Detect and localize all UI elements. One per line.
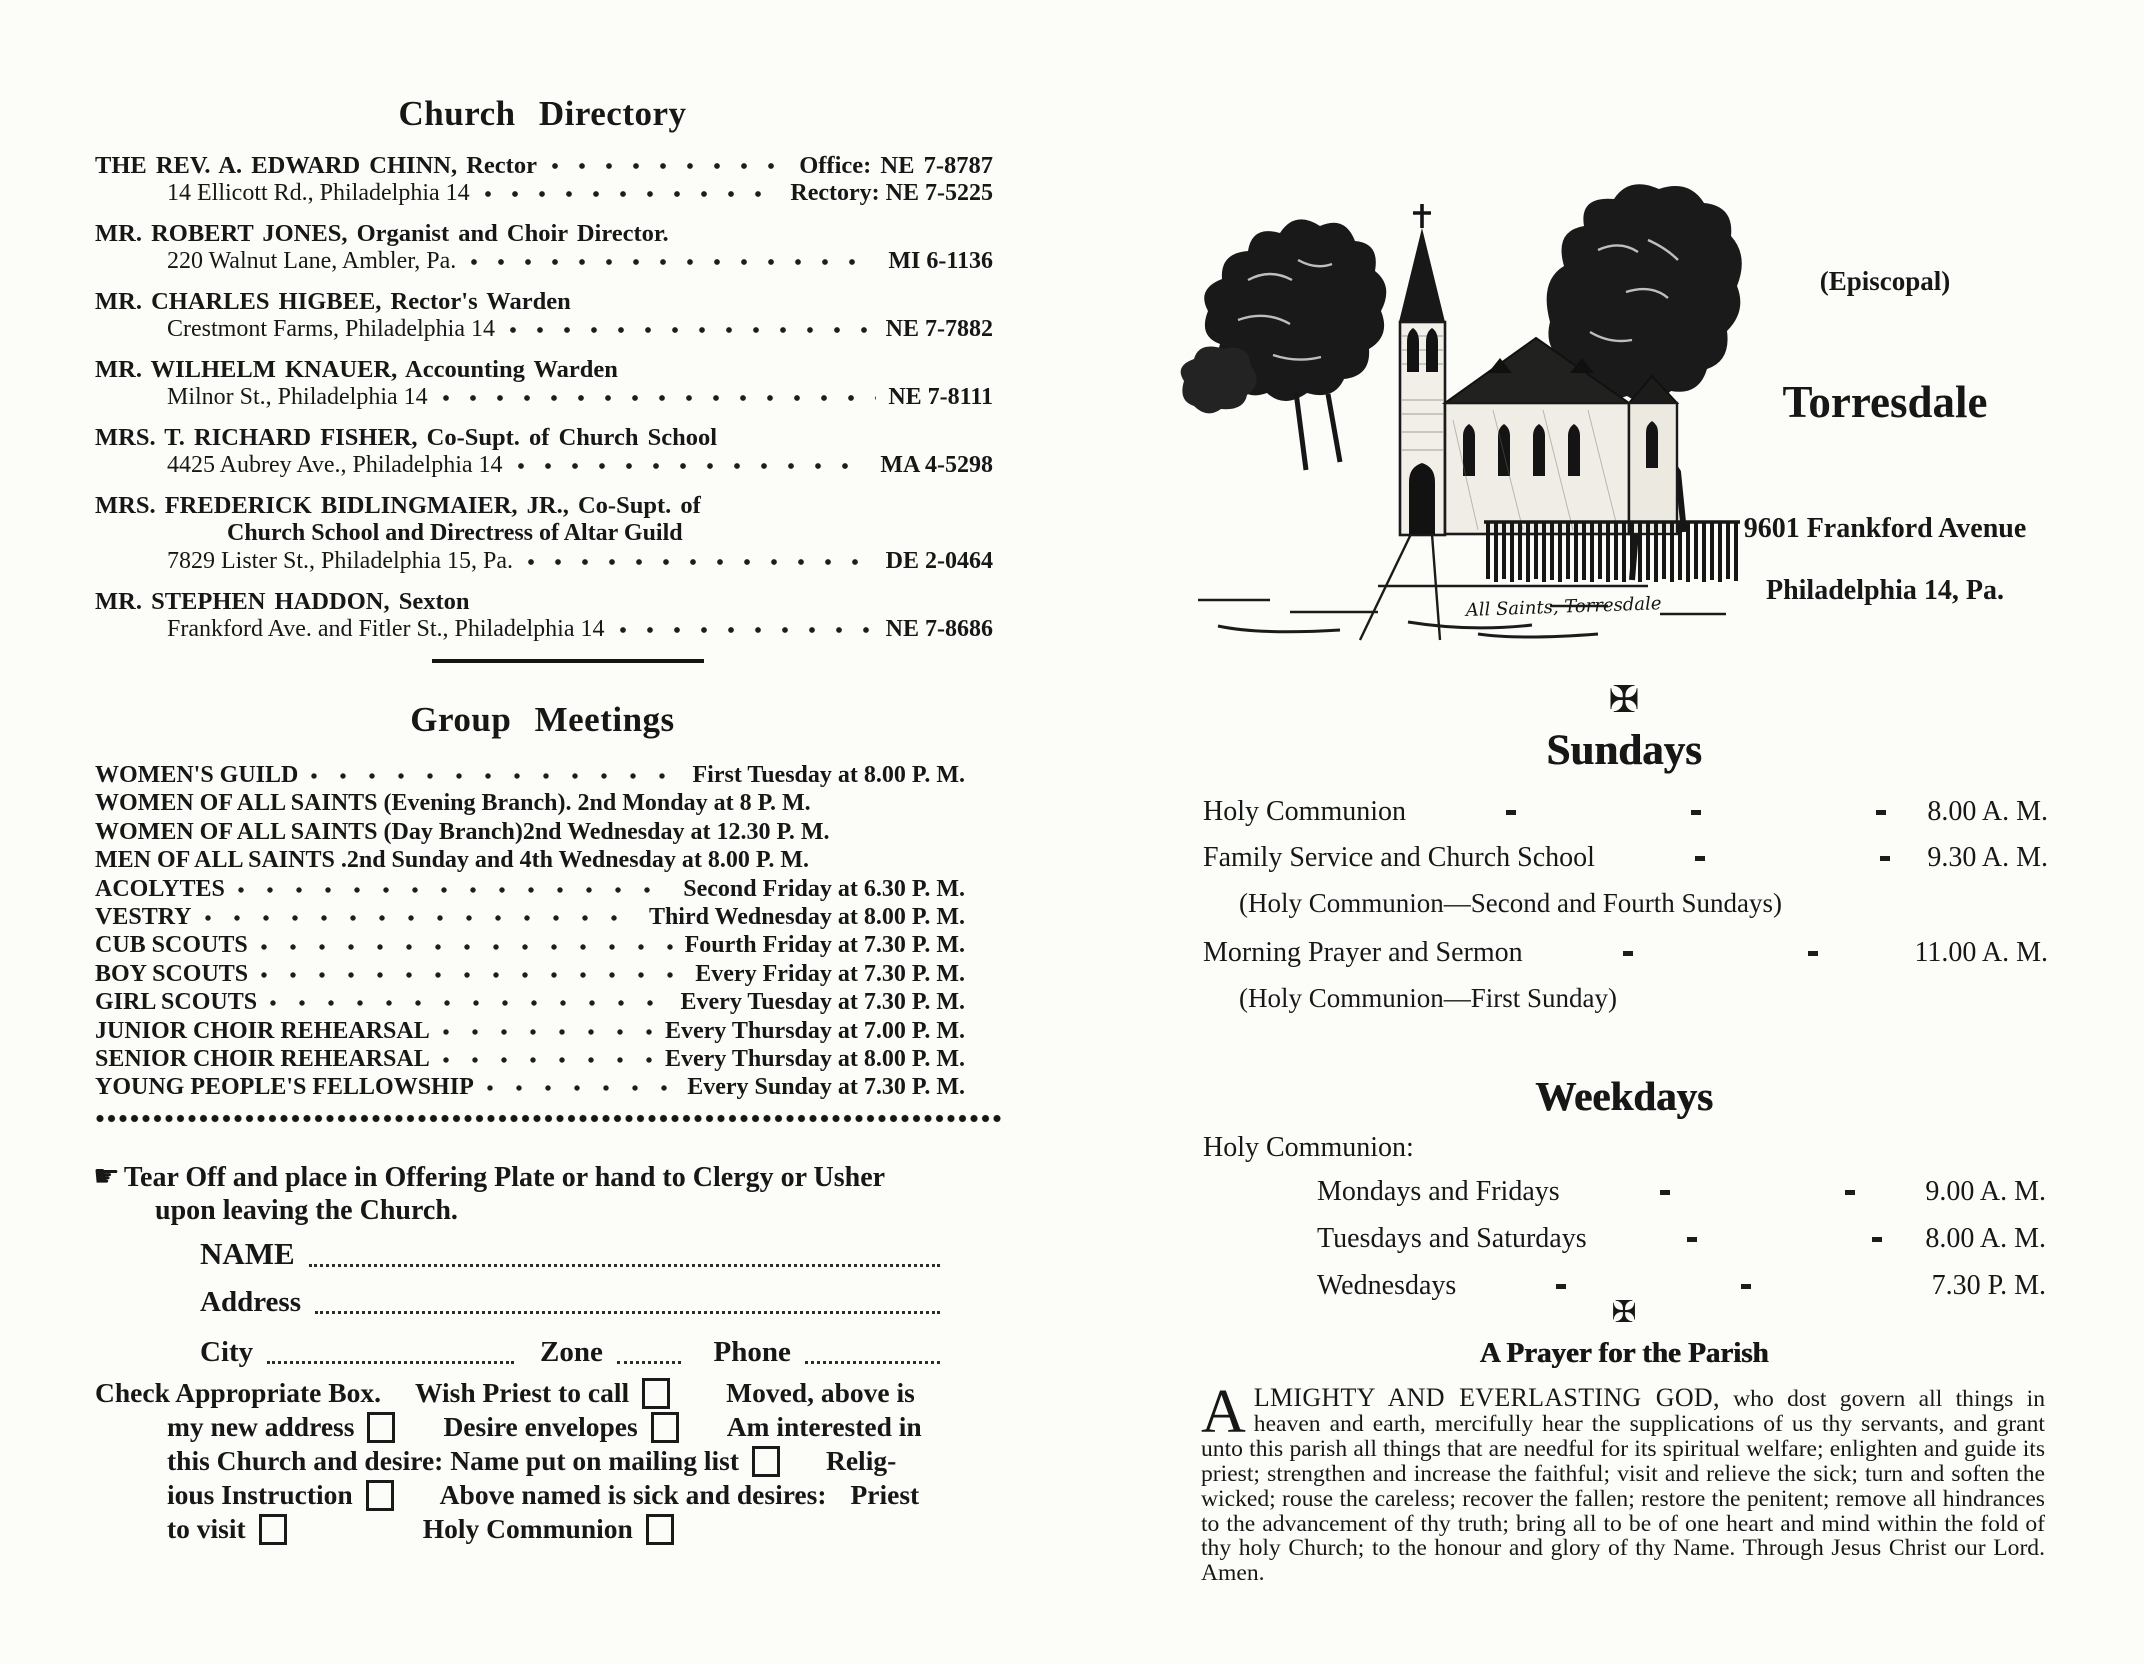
church-door: [1409, 463, 1435, 534]
zone-input-line[interactable]: [617, 1361, 682, 1364]
check-option-label: Above named is sick and desires:: [439, 1479, 827, 1510]
address-input-line[interactable]: [315, 1311, 940, 1314]
spacer: [670, 1393, 726, 1394]
dot-leader: [204, 913, 637, 923]
directory-line: [95, 180, 993, 208]
service-entry: [1203, 937, 2048, 1014]
zone-label: Zone: [540, 1336, 603, 1368]
dot-leader: [260, 970, 683, 980]
city-input-line[interactable]: [267, 1361, 514, 1364]
spacer: [679, 1427, 727, 1428]
directory-phone: Office: NE 7-8787: [799, 152, 993, 179]
prayer-opening: LMIGHTY AND EVERLASTING GOD,: [1253, 1383, 1720, 1412]
check-option-line: [95, 1444, 1015, 1478]
dot-leader: [486, 1083, 675, 1093]
directory-phone: Rectory: NE 7-5225: [790, 180, 993, 206]
checkbox[interactable]: [259, 1514, 287, 1545]
directory-person: Milnor St., Philadelphia 14: [167, 384, 428, 410]
meeting-row: [95, 819, 965, 847]
steeple-cross: [1413, 204, 1431, 228]
directory-phone: NE 7-7882: [885, 316, 993, 342]
directory-line: [95, 384, 993, 412]
prayer-heading: A Prayer for the Parish: [1479, 1337, 1769, 1369]
directory-line: [95, 248, 993, 276]
service-name: Morning Prayer and Sermon: [1203, 937, 1523, 968]
directory-line: [95, 452, 993, 480]
service-entry: [1317, 1223, 2046, 1255]
meeting-time: 2nd Sunday and 4th Wednesday at 8.00 P. M.: [346, 847, 809, 874]
phone-label: Phone: [713, 1336, 791, 1368]
dot-leader: [260, 942, 673, 952]
meeting-row: [95, 1018, 965, 1046]
check-option-label: ious Instruction: [167, 1479, 353, 1510]
directory-phone: NE 7-8111: [888, 384, 993, 410]
weekday-subtitle: Holy Communion:: [1203, 1132, 1414, 1163]
meeting-group: WOMEN OF ALL SAINTS (Day Branch): [95, 818, 523, 845]
parish-prayer-text: [1201, 1378, 2045, 1587]
dot-leader: [310, 771, 680, 781]
directory-person: Church School and Directress of Altar Guild: [227, 520, 683, 546]
directory-line: [95, 588, 993, 616]
dot-leader: [525, 557, 874, 567]
meeting-group: VESTRY: [95, 903, 192, 930]
meeting-time: . 2nd Monday at 8 P. M.: [565, 790, 811, 817]
service-time: 9.00 A. M.: [1925, 1176, 2046, 1207]
directory-line: [95, 492, 993, 520]
directory-line: [95, 616, 993, 644]
city-label: City: [200, 1336, 254, 1368]
service-name: Wednesdays: [1317, 1270, 1457, 1301]
check-option-label: Wish Priest to call: [414, 1377, 630, 1408]
directory-line: [95, 220, 993, 248]
phone-input-line[interactable]: [805, 1361, 940, 1364]
maltese-cross-icon: ✠: [1611, 1295, 1637, 1330]
tear-off-instructions: [93, 1160, 1003, 1227]
directory-person: MRS. FREDERICK BIDLINGMAIER, JR., Co-Supt. of: [95, 492, 701, 519]
checkbox[interactable]: [646, 1514, 674, 1545]
spacer: [381, 1393, 415, 1394]
meeting-time: Every Tuesday at 7.30 P. M.: [680, 989, 965, 1016]
dot-leader: [440, 393, 877, 403]
directory-line: [95, 424, 993, 452]
directory-line: [95, 548, 993, 576]
meeting-time: Second Friday at 6.30 P. M.: [683, 875, 965, 902]
check-option-label: Relig-: [825, 1445, 897, 1476]
address-label: Address: [200, 1286, 301, 1318]
meeting-group: YOUNG PEOPLE'S FELLOWSHIP: [95, 1074, 474, 1101]
service-entry: [1203, 842, 2048, 919]
check-option-label: my new address: [167, 1411, 355, 1442]
denomination: (Episcopal): [1819, 266, 1951, 296]
meeting-group: WOMEN OF ALL SAINTS (Evening Branch): [95, 790, 566, 817]
tear-off-line2: upon leaving the Church.: [155, 1195, 458, 1226]
service-time: 8.00 A. M.: [1927, 796, 2048, 827]
service-name: Family Service and Church School: [1203, 842, 1595, 873]
check-option-label: Holy Communion: [422, 1513, 633, 1544]
bush-far-left: [1181, 347, 1257, 414]
meeting-time: Fourth Friday at 7.30 P. M.: [684, 932, 965, 959]
pointing-hand-icon: ☛: [93, 1159, 120, 1194]
church-title: [1165, 72, 2065, 166]
directory-line: [95, 356, 993, 384]
check-option-label: Moved, above is: [726, 1377, 915, 1408]
meeting-time: Third Wednesday at 8.00 P. M.: [648, 903, 965, 930]
check-option-label: to visit: [167, 1513, 246, 1544]
meeting-row: [95, 1046, 965, 1074]
check-box-section: [95, 1376, 1015, 1546]
street-address: 9601 Frankford Avenue: [1743, 513, 2027, 544]
meeting-group: MEN OF ALL SAINTS .: [95, 847, 347, 874]
check-option-label: Priest: [850, 1479, 920, 1510]
check-option-line: [95, 1512, 1015, 1546]
prayer-dropcap: A: [1201, 1378, 1246, 1446]
illustration-caption: All Saints, Torresdale: [1465, 593, 1662, 621]
address-row: [200, 1286, 940, 1319]
checkbox[interactable]: [752, 1446, 780, 1477]
directory-line: [95, 288, 993, 316]
dot-leader: [468, 257, 876, 267]
service-entry: [1317, 1176, 2046, 1208]
sundays-heading: Sundays: [1546, 727, 1702, 774]
directory-person: 220 Walnut Lane, Ambler, Pa.: [167, 248, 457, 274]
spire: [1399, 228, 1445, 322]
directory-person: Frankford Ave. and Fitler St., Philadelphia 14: [167, 616, 605, 642]
meeting-row: [95, 961, 965, 989]
service-name: Mondays and Fridays: [1317, 1176, 1560, 1207]
section-divider: [432, 659, 704, 663]
spacer: [287, 1529, 423, 1530]
meeting-time: Every Sunday at 7.30 P. M.: [687, 1074, 965, 1101]
dash-leader: [1625, 856, 1897, 861]
directory-person: Crestmont Farms, Philadelphia 14: [167, 316, 495, 342]
dash-leader: [1617, 1237, 1896, 1242]
name-label: NAME: [200, 1236, 295, 1271]
check-option-line: [95, 1410, 1015, 1444]
tear-off-lead: Tear Off: [123, 1162, 226, 1193]
directory-person: MR. ROBERT JONES, Organist and Choir Director.: [95, 220, 669, 247]
check-option-line: [95, 1376, 1015, 1410]
directory-person: 7829 Lister St., Philadelphia 15, Pa.: [167, 548, 513, 574]
meeting-group: ACOLYTES: [95, 875, 225, 902]
service-note: (Holy Communion—First Sunday): [1239, 983, 1618, 1013]
meeting-row: [95, 790, 965, 818]
dash-leader: [1436, 810, 1897, 815]
directory-title: Church Directory: [398, 94, 687, 133]
service-entry: [1203, 796, 2048, 828]
service-name: Tuesdays and Saturdays: [1317, 1223, 1587, 1254]
directory-line: [95, 520, 993, 548]
directory-phone: MA 4-5298: [880, 452, 993, 478]
meeting-group: WOMEN'S GUILD: [95, 762, 299, 788]
meeting-time: Every Friday at 7.30 P. M.: [695, 960, 965, 987]
dot-leader: [442, 1055, 653, 1065]
directory-person: MR. CHARLES HIGBEE, Rector's Warden: [95, 288, 571, 315]
meeting-row: [95, 876, 965, 904]
dash-leader: [1486, 1284, 1901, 1289]
meeting-time: Every Thursday at 7.00 P. M.: [664, 1017, 965, 1044]
check-option-line: [95, 1478, 1015, 1512]
name-input-line[interactable]: [309, 1264, 940, 1267]
dot-leader: [482, 189, 779, 199]
dot-leader: [507, 325, 874, 335]
meeting-group: GIRL SCOUTS: [95, 989, 258, 1016]
location-name: Torresdale: [1782, 377, 1988, 427]
dot-leader: [617, 625, 874, 635]
city-zone-phone-row: [200, 1336, 940, 1369]
meeting-time: 2nd Wednesday at 12.30 P. M.: [522, 818, 830, 845]
directory-person: MR. WILHELM KNAUER, Accounting Warden: [95, 356, 618, 383]
tear-off-rest: and place in Offering Plate or hand to Clergy or Usher: [225, 1162, 886, 1193]
maltese-cross-icon: ✠: [1608, 678, 1640, 721]
service-time: 9.30 A. M.: [1927, 842, 2048, 873]
church-directory-list: [95, 152, 993, 644]
meeting-row: [95, 904, 965, 932]
meeting-row: [95, 932, 965, 960]
directory-person: MR. STEPHEN HADDON, Sexton: [95, 588, 470, 615]
sunday-services-list: [1203, 796, 2048, 1032]
directory-person: MRS. T. RICHARD FISHER, Co-Supt. of Church School: [95, 424, 718, 451]
dot-leader: [237, 885, 671, 895]
service-note: (Holy Communion—Second and Fourth Sundays): [1239, 888, 1782, 918]
directory-person: 14 Ellicott Rd., Philadelphia 14: [167, 180, 470, 206]
spacer: [827, 1495, 851, 1496]
meeting-time: Every Thursday at 8.00 P. M.: [664, 1045, 965, 1072]
directory-person: 4425 Aubrey Ave., Philadelphia 14: [167, 452, 503, 478]
check-option-label: Desire envelopes: [443, 1411, 638, 1442]
city-address: Philadelphia 14, Pa.: [1765, 575, 2005, 606]
checkbox[interactable]: [366, 1480, 394, 1511]
spacer: [780, 1461, 826, 1462]
meeting-row: [95, 989, 965, 1017]
tear-off-perforation: [95, 1114, 1003, 1123]
church-engraving-illustration: [1178, 170, 1746, 648]
directory-phone: NE 7-8686: [885, 616, 993, 642]
directory-phone: DE 2-0464: [885, 548, 993, 574]
spacer: [394, 1495, 440, 1496]
service-time: 11.00 A. M.: [1914, 937, 2048, 968]
dash-leader: [1553, 951, 1885, 956]
weekdays-heading: Weekdays: [1535, 1073, 1713, 1119]
meeting-row: [95, 1074, 965, 1102]
prayer-body: who dost govern all things in heaven and earth, mercifully hear the supplications of us thy servants, and grant unto this parish all things that are needful for its spiritual welfare; enlighten and guide its priest; strengthen and increase the faithful; visit and relieve the sick; turn and soften the wicked; rouse the careless; recover the fallen; restore the penitent; remove all hindrances to the advancement of thy truth; bring all to be of one heart and mind within the fold of thy holy Church; to the honour and glory of thy Name. Through Jesus Christ our Lord. Amen.: [1201, 1386, 2045, 1587]
directory-person: THE REV. A. EDWARD CHINN, Rector: [95, 152, 537, 179]
directory-phone: MI 6-1136: [888, 248, 993, 274]
dot-leader: [269, 998, 668, 1008]
group-meetings-list: [95, 762, 965, 1103]
meeting-group: CUB SCOUTS: [95, 932, 248, 959]
check-option-label: this Church and desire: Name put on mailing list: [167, 1445, 739, 1476]
service-time: 8.00 A. M.: [1925, 1223, 2046, 1254]
check-section-heading: Check Appropriate Box.: [95, 1377, 381, 1408]
meeting-group: SENIOR CHOIR REHEARSAL: [95, 1045, 430, 1072]
meeting-group: JUNIOR CHOIR REHEARSAL: [95, 1017, 430, 1044]
spacer: [395, 1427, 443, 1428]
meeting-row: [95, 847, 965, 875]
dash-leader: [1590, 1190, 1896, 1195]
meeting-row: [95, 762, 965, 790]
check-option-label: Am interested in: [726, 1411, 922, 1442]
dot-leader: [442, 1027, 653, 1037]
dot-leader: [515, 461, 869, 471]
dot-leader: [549, 161, 787, 171]
meetings-title: Group Meetings: [410, 700, 675, 739]
meeting-time: First Tuesday at 8.00 P. M.: [692, 762, 965, 788]
checkbox[interactable]: [651, 1412, 679, 1443]
checkbox[interactable]: [642, 1378, 670, 1409]
name-row: [200, 1236, 940, 1272]
checkbox[interactable]: [367, 1412, 395, 1443]
directory-line: [95, 152, 993, 180]
service-name: Holy Communion: [1203, 796, 1407, 827]
directory-line: [95, 316, 993, 344]
meeting-group: BOY SCOUTS: [95, 960, 249, 987]
service-time: 7.30 P. M.: [1931, 1270, 2046, 1301]
